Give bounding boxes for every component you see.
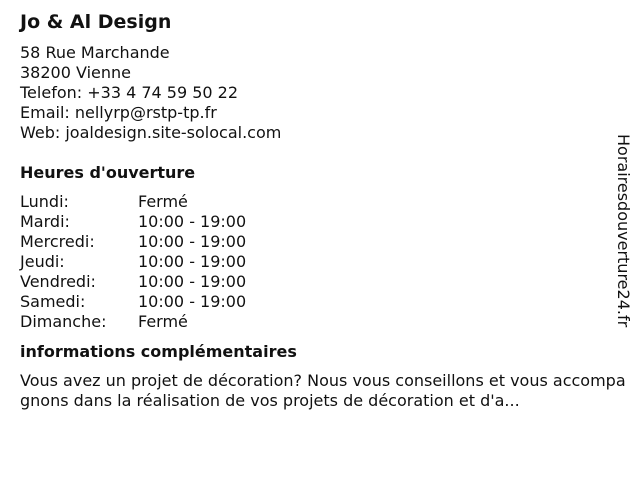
day-hours: 10:00 - 19:00 (138, 252, 247, 271)
day-hours: 10:00 - 19:00 (138, 272, 247, 291)
day-label: Vendredi: (20, 272, 96, 291)
hours-row-vendredi (20, 272, 246, 292)
hours-row-mercredi (20, 232, 246, 252)
day-hours: 10:00 - 19:00 (138, 232, 247, 251)
hours-row-dimanche (20, 312, 246, 332)
address-city: 38200 Vienne (20, 63, 131, 82)
day-label: Mercredi: (20, 232, 95, 251)
info-heading: informations complémentaires (20, 342, 297, 361)
hours-heading: Heures d'ouverture (20, 163, 196, 182)
business-name: Jo & Al Design (20, 11, 172, 33)
day-label: Mardi: (20, 212, 70, 231)
opening-hours-table (20, 192, 246, 332)
hours-row-lundi (20, 192, 246, 212)
day-hours: Fermé (138, 192, 188, 211)
day-hours: 10:00 - 19:00 (138, 292, 247, 311)
day-label: Dimanche: (20, 312, 107, 331)
contact-block (20, 43, 620, 143)
hours-row-samedi (20, 292, 246, 312)
hours-row-jeudi (20, 252, 246, 272)
info-description: Vous avez un projet de décoration? Nous vous conseillons et vous accompagnons dans la réalisation de vos projets de décoration et d'a... (20, 371, 626, 410)
site-watermark: Horairesdouverture24.fr (614, 134, 633, 328)
day-label: Samedi: (20, 292, 86, 311)
day-label: Lundi: (20, 192, 69, 211)
phone-number: Telefon: +33 4 74 59 50 22 (20, 83, 239, 102)
day-hours: 10:00 - 19:00 (138, 212, 247, 231)
website-url: Web: joaldesign.site-solocal.com (20, 123, 282, 142)
hours-row-mardi (20, 212, 246, 232)
day-hours: Fermé (138, 312, 188, 331)
day-label: Jeudi: (20, 252, 65, 271)
address-street: 58 Rue Marchande (20, 43, 170, 62)
email-address: Email: nellyrp@rstp-tp.fr (20, 103, 217, 122)
